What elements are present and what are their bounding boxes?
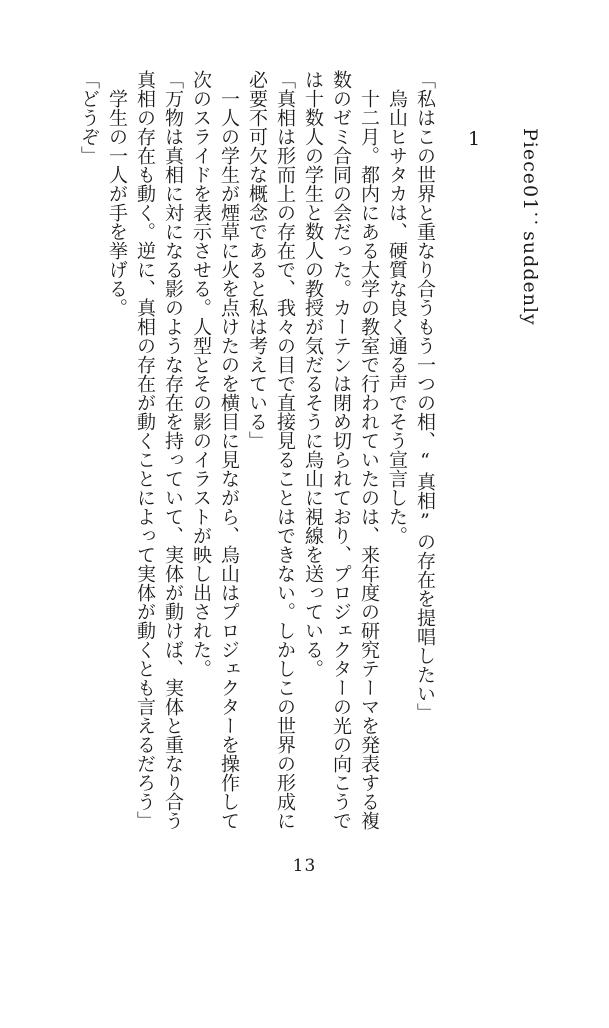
- body-line-8: 一人の学生が煙草に火を点けたのを横目に見ながら、烏山はプロジェクターを操作して: [218, 70, 240, 830]
- body-line-11: 真相の存在も動く。逆に、真相の存在が動くことによって実体が動くとも言えるだろう」: [134, 70, 156, 830]
- body-line-3: 十二月。都内にある大学の教室で行われていたのは、来年度の研究テーマを発表する複: [358, 70, 380, 830]
- body-line-6: 「真相は形而上の存在で、我々の目で直接見ることはできない。しかしこの世界の形成に: [274, 70, 296, 830]
- body-line-9: 次のスライドを表示させる。人型とその影のイラストが映し出された。: [190, 70, 212, 678]
- body-line-12: 学生の一人が手を挙げる。: [106, 70, 128, 317]
- page-number: 13: [292, 856, 317, 876]
- body-line-2: 烏山ヒサタカは、硬質な良く通る声でそう宣言した。: [386, 70, 408, 545]
- body-line-1: 「私はこの世界と重なり合うもう一つの相、“真相”の存在を提唱したい」: [414, 70, 436, 722]
- body-line-4: 数のゼミ合同の会だった。カーテンは閉め切られており、プロジェクターの光の向こうで: [330, 70, 352, 830]
- chapter-title: Piece01：suddenly: [519, 128, 541, 326]
- section-number: 1: [463, 128, 485, 150]
- body-line-10: 「万物は真相に対になる影のような存在を持っていて、実体が動けば、実体と重なり合う: [162, 70, 184, 830]
- body-line-13: 「どうぞ」: [78, 70, 100, 165]
- body-line-7: 必要不可欠な概念であると私は考えている」: [246, 70, 268, 450]
- body-line-5: は十数人の学生と数人の教授が気だるそうに烏山に視線を送っている。: [302, 70, 324, 678]
